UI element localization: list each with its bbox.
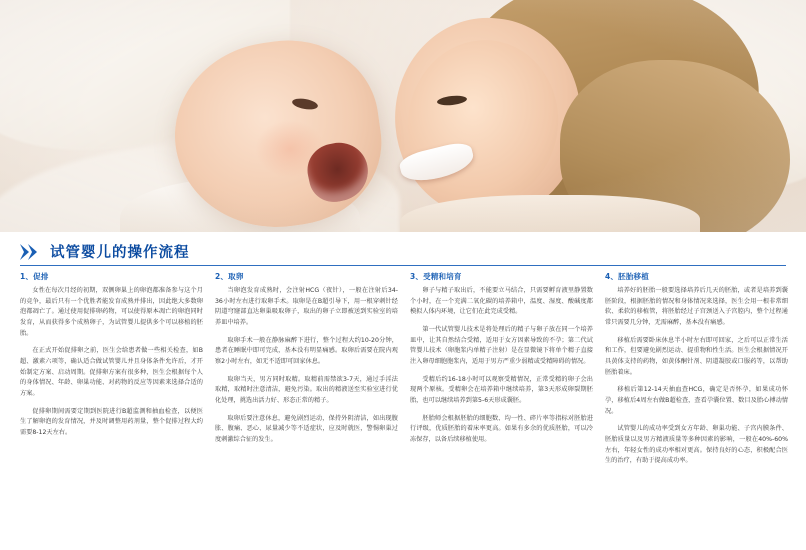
paragraph: 胚胎师会根据胚胎的细胞数、均一性、碎片率等指标对胚胎进行评级，优质胚胎的着床率更高。如果有多余的优质胚胎，可以冷冻保存，以备后续移植使用。 bbox=[410, 414, 593, 443]
paragraph: 移植后需要卧床休息半小时左右即可回家，之后可以正常生活和工作，但要避免剧烈运动、提重物和性生活。医生会根据情况开具黄体支持的药物，如黄体酮针剂、阴道凝胶或口服药等，以帮助胚胎着床。 bbox=[605, 336, 788, 376]
paragraph: 当卵泡发育成熟时，会注射HCG（夜针），一般在注射后34-36小时左右进行取卵手术。取卵是在B超引导下，用一根穿刺针经阴道穹窿部直达卵巢吸取卵子，取出的卵子立即被送到实验室的培养皿中培养。 bbox=[215, 287, 398, 326]
paragraph: 促排卵期间需要定期到医院进行B超监测和抽血检查，以便医生了解卵泡的发育情况，并及时调整用药剂量，整个促排过程大约需要8-12天左右。 bbox=[20, 407, 203, 436]
paragraph: 卵子与精子取出后，不能要立马结合，只需要孵育液里静置数个小时，在一个充满二氧化碳的培养箱中，温度、湿度、酸碱度都模拟人体内环境，让它们在此完成受精。 bbox=[410, 287, 593, 316]
column-heading: 4、胚胎移植 bbox=[605, 272, 649, 281]
column-heading: 2、取卵 bbox=[215, 272, 244, 281]
column-egg-retrieval bbox=[215, 271, 398, 474]
paragraph: 第一代试管婴儿技术是将处理后的精子与卵子放在同一个培养皿中，让其自然结合受精，适用于女方因素导致的不孕；第二代试管婴儿技术（卵胞浆内单精子注射）是在显微镜下将单个精子直接注入卵母细胞胞浆内，适用于男方严重少弱精或受精障碍的情况。 bbox=[410, 325, 593, 365]
column-fertilization-culture bbox=[410, 271, 593, 474]
paragraph: 受精后约16-18小时可以观察受精情况，正常受精的卵子会出现两个原核。受精卵会在培养箱中继续培养，第3天形成卵裂期胚胎，也可以继续培养到第5-6天形成囊胚。 bbox=[410, 375, 593, 404]
double-chevron-right-icon bbox=[20, 244, 42, 260]
column-promote-ovulation bbox=[20, 271, 203, 474]
column-heading: 3、受精和培育 bbox=[410, 272, 462, 281]
content-columns bbox=[20, 271, 788, 474]
paragraph: 试管婴儿的成功率受到女方年龄、卵巢功能、子宫内膜条件、胚胎质量以及男方精液质量等多种因素的影响，一般在40%-60%左右，年轻女性的成功率相对更高。保持良好的心态，积极配合医生的治疗，有助于提高成功率。 bbox=[605, 425, 788, 465]
title-divider bbox=[20, 265, 786, 266]
paragraph: 女性在每次月经的初期，双侧卵巢上的卵泡都准备参与这个月的竞争，最后只有一个优胜者能发育成熟并排出，因此绝大多数卵泡都凋亡了。通过使用促排卵药物，可以使得原本凋亡的卵泡同时发育，从而获得多个成熟卵子，为试管婴儿提供多个可以移植的胚胎。 bbox=[20, 287, 203, 337]
page-title: 试管婴儿的操作流程 bbox=[50, 245, 190, 261]
paragraph: 取卵手术一般在静脉麻醉下进行，整个过程大约10-20分钟，患者在睡眠中即可完成，基本没有明显痛感。取卵后需要在院内观察2小时左右，如无不适即可回家休息。 bbox=[215, 336, 398, 365]
paragraph: 取卵当天，男方同时取精。取精前需禁欲3-7天，通过手淫法取精，取精时注意清洁，避免污染。取出的精液送至实验室进行优化处理，挑选出活力好、形态正常的精子。 bbox=[215, 375, 398, 404]
section-title bbox=[20, 241, 190, 262]
hero-photo bbox=[0, 0, 806, 232]
paragraph: 培养好的胚胎一般要选择培养后几天的胚胎，或者是培养到囊胚阶段，根据胚胎的情况和身体情况来选择，医生会用一根非常细软、柔软的移植管，将胚胎经过子宫颈送入子宫腔内，整个过程通常只需要几分钟，无需麻醉，基本没有痛感。 bbox=[605, 287, 788, 326]
paragraph: 取卵后要注意休息，避免剧烈运动，保持外阴清洁，如出现腹胀、腹痛、恶心、尿量减少等不适症状，应及时就医，警惕卵巢过度刺激综合征的发生。 bbox=[215, 414, 398, 443]
column-heading: 1、促排 bbox=[20, 272, 49, 281]
paragraph: 移植后第12-14天抽血查HCG，确定是否怀孕，如果成功怀孕，移植后4周左右做B超检查，查看孕囊位置、数目及胎心搏动情况。 bbox=[605, 386, 788, 415]
column-embryo-transfer bbox=[605, 271, 788, 474]
paragraph: 在正式开始促排卵之前，医生会给患者做一些相关检查，如B超、激素六项等，确认适合做试管婴儿并且身体条件允许后，才开始制定方案、启动周期。促排卵方案有很多种，医生会根据每个人的身体情况、年龄、卵巢功能、对药物的反应等因素来选择合适的方案。 bbox=[20, 347, 203, 397]
photo-vignette bbox=[0, 0, 806, 232]
